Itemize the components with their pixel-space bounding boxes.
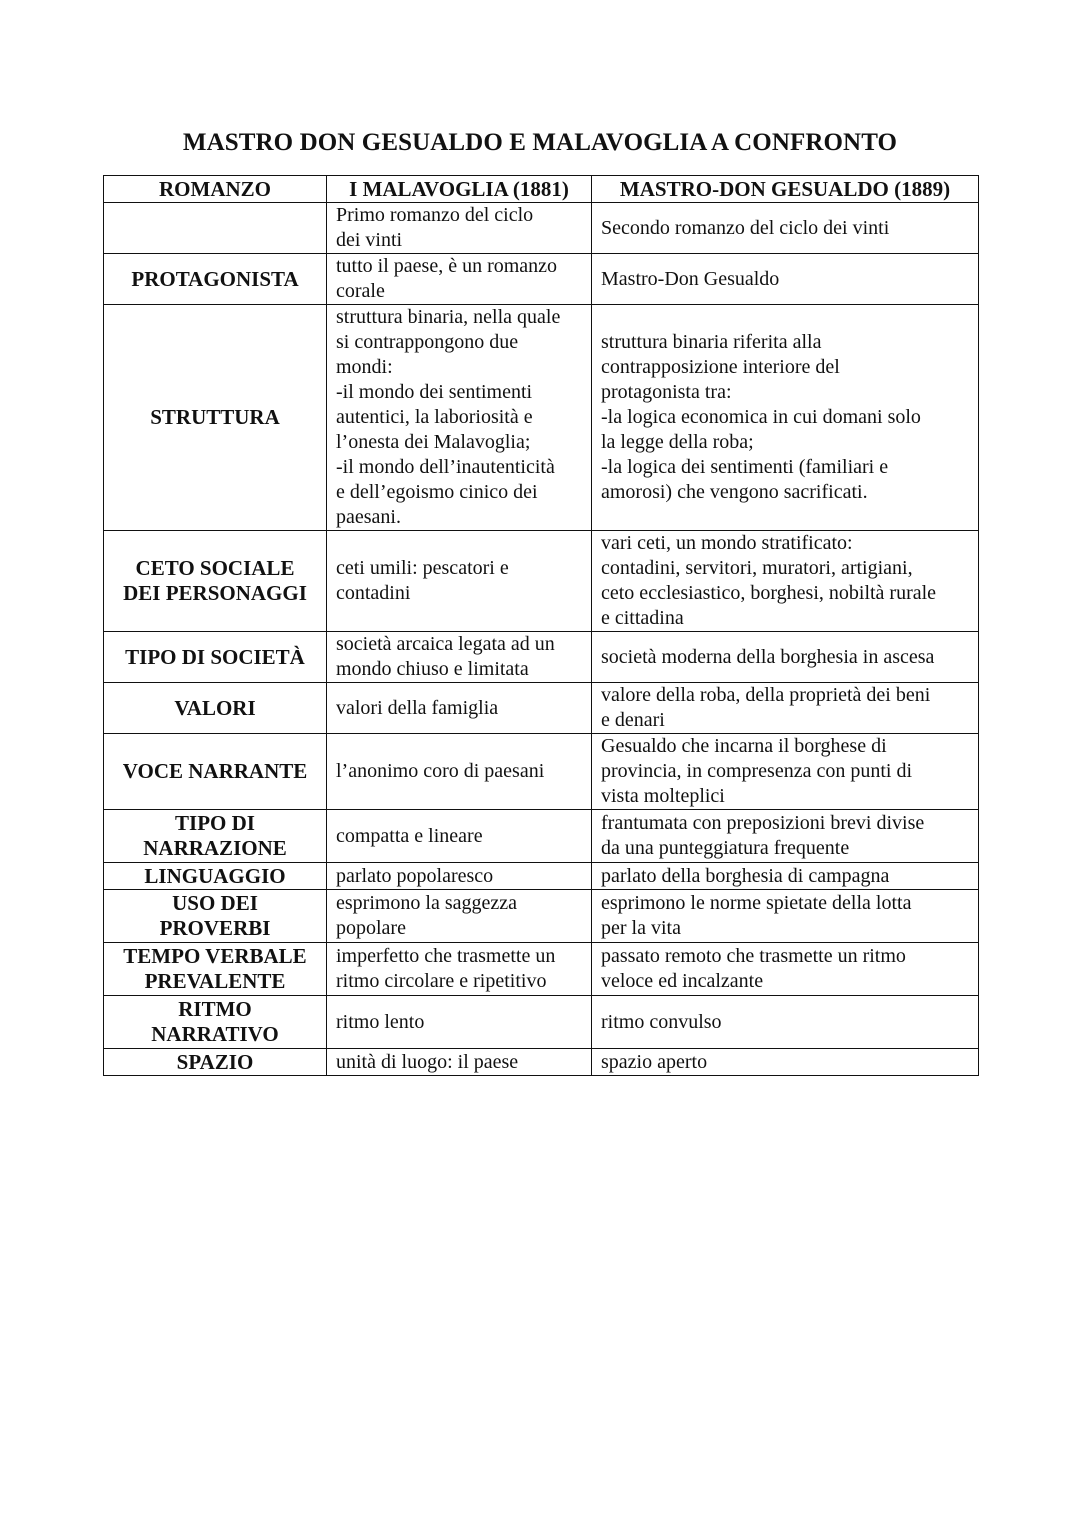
row-label-cell xyxy=(104,1049,327,1076)
cell-text-line: e denari xyxy=(601,709,665,731)
cell-text-line: TIPO DI xyxy=(175,811,255,835)
cell-text-line: ceti umili: pescatori e xyxy=(336,557,509,579)
cell-text-line: società arcaica legata ad un xyxy=(336,633,555,655)
cell-text-line: imperfetto che trasmette un xyxy=(336,945,556,967)
cell-text-line: parlato della borghesia di campagna xyxy=(601,864,890,887)
cell-text-line: DEI PERSONAGGI xyxy=(123,581,307,605)
cell-text-line: da una punteggiatura frequente xyxy=(601,837,850,859)
cell-text-line: ceto ecclesiastico, borghesi, nobiltà rurale xyxy=(601,582,937,604)
malavoglia-cell xyxy=(327,1049,592,1076)
gesualdo-cell xyxy=(592,810,979,863)
gesualdo-cell xyxy=(592,203,979,254)
table-row xyxy=(104,943,979,996)
cell-text-line: PROVERBI xyxy=(159,916,271,940)
gesualdo-cell xyxy=(592,890,979,943)
malavoglia-cell xyxy=(327,863,592,890)
cell-text-line: contrapposizione interiore del xyxy=(601,356,840,378)
cell-text-line: l’onesta dei Malavoglia; xyxy=(336,431,531,453)
table-row xyxy=(104,996,979,1049)
gesualdo-cell xyxy=(592,305,979,531)
cell-text-line: protagonista tra: xyxy=(601,381,732,403)
cell-text-line: per la vita xyxy=(601,917,681,939)
gesualdo-cell xyxy=(592,863,979,890)
cell-text-line: PREVALENTE xyxy=(144,969,286,993)
table-row xyxy=(104,683,979,734)
row-label-cell xyxy=(104,734,327,810)
cell-text-line: vista molteplici xyxy=(601,785,725,807)
header-gesualdo: MASTRO-DON GESUALDO (1889) xyxy=(592,176,979,203)
row-label-cell xyxy=(104,203,327,254)
row-label-cell xyxy=(104,996,327,1049)
table-row xyxy=(104,1049,979,1076)
cell-text-line: SPAZIO xyxy=(176,1049,254,1074)
cell-text-line: unità di luogo: il paese xyxy=(336,1050,519,1073)
cell-text-line: STRUTTURA xyxy=(150,405,280,429)
cell-text-line: ritmo lento xyxy=(336,1010,425,1033)
cell-text-line: ritmo circolare e ripetitivo xyxy=(336,970,547,992)
cell-text-line: valore della roba, della proprietà dei beni xyxy=(601,684,931,706)
table-header-row xyxy=(104,176,979,203)
cell-text-line: l’anonimo coro di paesani xyxy=(336,760,545,782)
cell-text-line: TEMPO VERBALE xyxy=(123,944,307,968)
malavoglia-cell xyxy=(327,203,592,254)
cell-text-line: NARRAZIONE xyxy=(143,836,287,860)
cell-text-line: struttura binaria riferita alla xyxy=(601,331,822,353)
cell-text-line: valori della famiglia xyxy=(336,696,499,719)
header-malavoglia: I MALAVOGLIA (1881) xyxy=(327,176,592,203)
cell-text-line: NARRATIVO xyxy=(151,1022,279,1046)
cell-text-line: corale xyxy=(336,280,385,302)
cell-text-line: USO DEI xyxy=(172,891,258,915)
cell-text-line: parlato popolaresco xyxy=(336,864,494,887)
cell-text-line: RITMO xyxy=(178,997,252,1021)
malavoglia-cell xyxy=(327,531,592,632)
row-label-cell xyxy=(104,305,327,531)
cell-text-line: frantumata con preposizioni brevi divise xyxy=(601,812,925,834)
table-row xyxy=(104,734,979,810)
row-label-cell xyxy=(104,943,327,996)
cell-text-line: VALORI xyxy=(174,695,256,720)
cell-text-line: mondi: xyxy=(336,356,393,378)
row-label-cell xyxy=(104,810,327,863)
cell-text-line: si contrappongono due xyxy=(336,331,519,353)
row-label-cell xyxy=(104,632,327,683)
cell-text-line: ritmo convulso xyxy=(601,1010,722,1033)
cell-text-line: Secondo romanzo del ciclo dei vinti xyxy=(601,216,890,239)
cell-text-line: provincia, in compresenza con punti di xyxy=(601,760,913,782)
row-label-cell xyxy=(104,254,327,305)
table-row xyxy=(104,863,979,890)
cell-text-line: -il mondo dell’inautenticità xyxy=(336,456,555,478)
malavoglia-cell xyxy=(327,996,592,1049)
cell-text-line: passato remoto che trasmette un ritmo xyxy=(601,945,906,967)
row-label-cell xyxy=(104,683,327,734)
cell-text-line: Gesualdo che incarna il borghese di xyxy=(601,735,887,757)
gesualdo-cell xyxy=(592,683,979,734)
malavoglia-cell xyxy=(327,734,592,810)
gesualdo-cell xyxy=(592,531,979,632)
cell-text-line: società moderna della borghesia in ascesa xyxy=(601,645,935,668)
malavoglia-cell xyxy=(327,305,592,531)
row-label-cell xyxy=(104,863,327,890)
cell-text-line: contadini xyxy=(336,582,411,604)
cell-text-line: struttura binaria, nella quale xyxy=(336,306,561,328)
cell-text-line: spazio aperto xyxy=(601,1050,708,1073)
cell-text-line: popolare xyxy=(336,917,406,939)
table-row xyxy=(104,305,979,531)
cell-text-line: e cittadina xyxy=(601,607,684,629)
cell-text-line: VOCE NARRANTE xyxy=(122,759,308,783)
cell-text-line: Mastro-Don Gesualdo xyxy=(601,267,780,290)
cell-text-line: LINGUAGGIO xyxy=(144,863,286,888)
comparison-table-body xyxy=(104,176,979,1076)
gesualdo-cell xyxy=(592,632,979,683)
cell-text-line: dei vinti xyxy=(336,229,403,251)
cell-text-line: tutto il paese, è un romanzo xyxy=(336,255,558,277)
page-title: MASTRO DON GESUALDO E MALAVOGLIA A CONFRONTO xyxy=(182,129,898,156)
table-row xyxy=(104,531,979,632)
cell-text-line: e dell’egoismo cinico dei xyxy=(336,481,538,503)
row-label-cell xyxy=(104,531,327,632)
cell-text-line: -il mondo dei sentimenti xyxy=(336,381,533,403)
cell-text-line: CETO SOCIALE xyxy=(135,556,295,580)
gesualdo-cell xyxy=(592,943,979,996)
cell-text-line: esprimono le norme spietate della lotta xyxy=(601,892,912,914)
malavoglia-cell xyxy=(327,632,592,683)
gesualdo-cell xyxy=(592,996,979,1049)
malavoglia-cell xyxy=(327,810,592,863)
table-row xyxy=(104,632,979,683)
cell-text-line: mondo chiuso e limitata xyxy=(336,658,529,680)
cell-text-line: esprimono la saggezza xyxy=(336,892,518,914)
malavoglia-cell xyxy=(327,254,592,305)
gesualdo-cell xyxy=(592,734,979,810)
gesualdo-cell xyxy=(592,254,979,305)
comparison-table xyxy=(103,175,979,1076)
malavoglia-cell xyxy=(327,890,592,943)
cell-text-line: vari ceti, un mondo stratificato: xyxy=(601,532,853,554)
cell-text-line: compatta e lineare xyxy=(336,824,483,847)
cell-text-line: Primo romanzo del ciclo xyxy=(336,204,534,226)
gesualdo-cell xyxy=(592,1049,979,1076)
cell-text-line: contadini, servitori, muratori, artigiani, xyxy=(601,557,913,579)
row-label-cell xyxy=(104,890,327,943)
cell-text-line: amorosi) che vengono sacrificati. xyxy=(601,481,868,503)
table-row xyxy=(104,890,979,943)
cell-text-line: paesani. xyxy=(336,506,401,528)
cell-text-line: TIPO DI SOCIETÀ xyxy=(125,644,305,669)
table-row xyxy=(104,254,979,305)
header-romanzo: ROMANZO xyxy=(104,176,327,203)
table-row xyxy=(104,203,979,254)
malavoglia-cell xyxy=(327,683,592,734)
cell-text-line: autentici, la laboriosità e xyxy=(336,406,533,428)
cell-text-line: PROTAGONISTA xyxy=(131,266,299,291)
cell-text-line: veloce ed incalzante xyxy=(601,970,764,992)
cell-text-line: -la logica economica in cui domani solo xyxy=(601,406,921,428)
cell-text-line: -la logica dei sentimenti (familiari e xyxy=(601,456,889,478)
malavoglia-cell xyxy=(327,943,592,996)
table-row xyxy=(104,810,979,863)
cell-text-line: la legge della roba; xyxy=(601,431,754,453)
